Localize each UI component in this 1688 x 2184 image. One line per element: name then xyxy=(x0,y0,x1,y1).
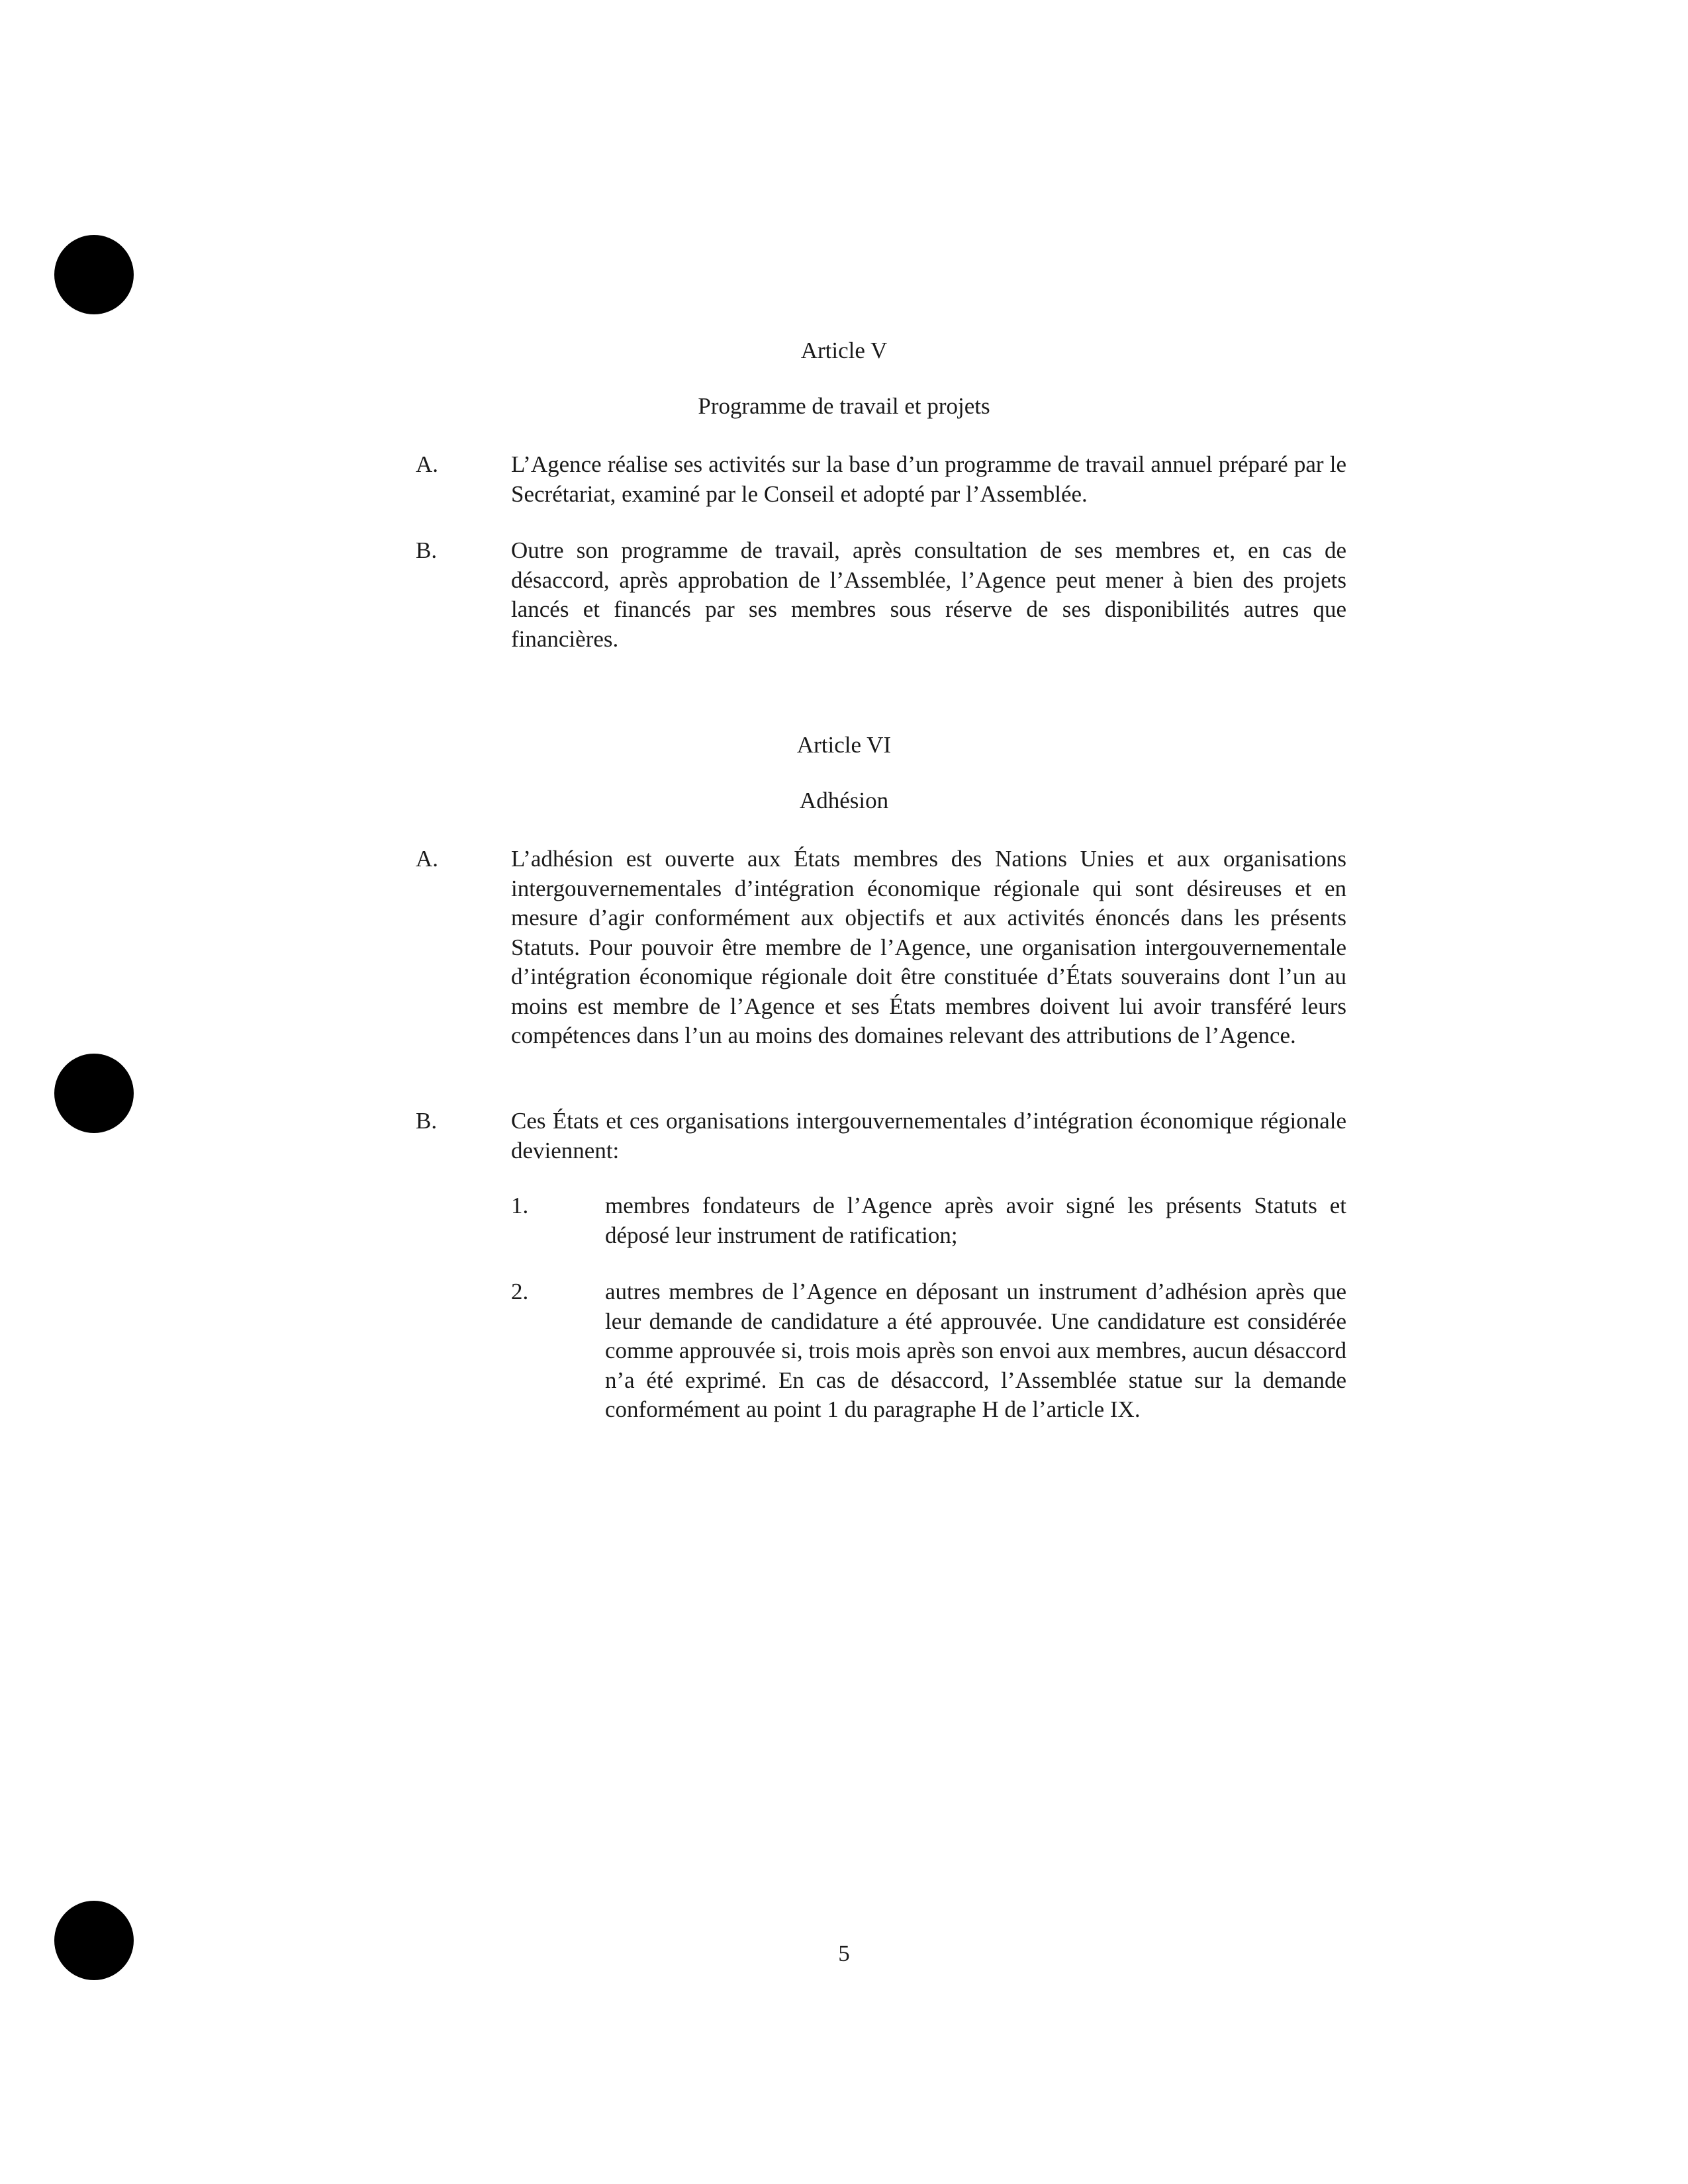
article-v-para-b-label: B. xyxy=(416,537,438,563)
article-vi-para-b-item-1-label: 1. xyxy=(511,1193,529,1218)
punch-hole-middle xyxy=(54,1054,134,1133)
article-vi-para-b-item-2-text: autres membres de l’Agence en déposant un instrument d’adhésion après que leur demande de candidature a été approuvée. Une candidature est considérée comme approuvée si, trois mois après son envoi aux membres, aucun désaccord n’a été exprimé. En cas de désaccord, l’Assemblée statue sur la demande conformément au point 1 du paragraphe H de l’article IX. xyxy=(605,1279,1346,1422)
article-vi-para-a-label: A. xyxy=(416,846,439,872)
article-vi-subtitle: Adhésion xyxy=(799,788,889,813)
article-v-title: Article V xyxy=(800,338,888,363)
article-vi-para-a-text: L’adhésion est ouverte aux États membres des Nations Unies et aux organisations intergouvernementales d’intégration économique régionale qui sont désireuses et en mesure d’agir conformément aux objectifs et aux activités énoncés dans les présents Statuts. Pour pouvoir être membre de l’Agence, une organisation intergouvernementale d’intégration économique régionale doit être constituée d’États souverains dont l’un au moins est membre de l’Agence et ses États membres doivent lui avoir transféré leurs compétences dans l’un au moins des domaines relevant des attributions de l’Agence. xyxy=(511,846,1346,1048)
article-v-subtitle: Programme de travail et projets xyxy=(698,393,990,419)
article-vi-para-b-label: B. xyxy=(416,1108,438,1134)
article-vi-para-b-text: Ces États et ces organisations intergouvernementales d’intégration économique régionale deviennent: xyxy=(511,1108,1346,1163)
punch-hole-top xyxy=(54,235,134,314)
article-v-para-b-text: Outre son programme de travail, après consultation de ses membres et, en cas de désaccord, après approbation de l’Assemblée, l’Agence peut mener à bien des projets lancés et financés par ses membres sous réserve de ses disponibilités autres que financières. xyxy=(511,537,1346,652)
article-v-para-a-text: L’Agence réalise ses activités sur la base d’un programme de travail annuel préparé par le Secrétariat, examiné par le Conseil et adopté par l’Assemblée. xyxy=(511,451,1346,507)
article-v-para-a-label: A. xyxy=(416,451,439,477)
article-vi-para-b-item-1-text: membres fondateurs de l’Agence après avoir signé les présents Statuts et déposé leur instrument de ratification; xyxy=(605,1193,1346,1248)
article-vi-para-b-item-2-label: 2. xyxy=(511,1279,529,1304)
article-vi-title: Article VI xyxy=(796,732,892,758)
page-number: 5 xyxy=(838,1940,850,1966)
